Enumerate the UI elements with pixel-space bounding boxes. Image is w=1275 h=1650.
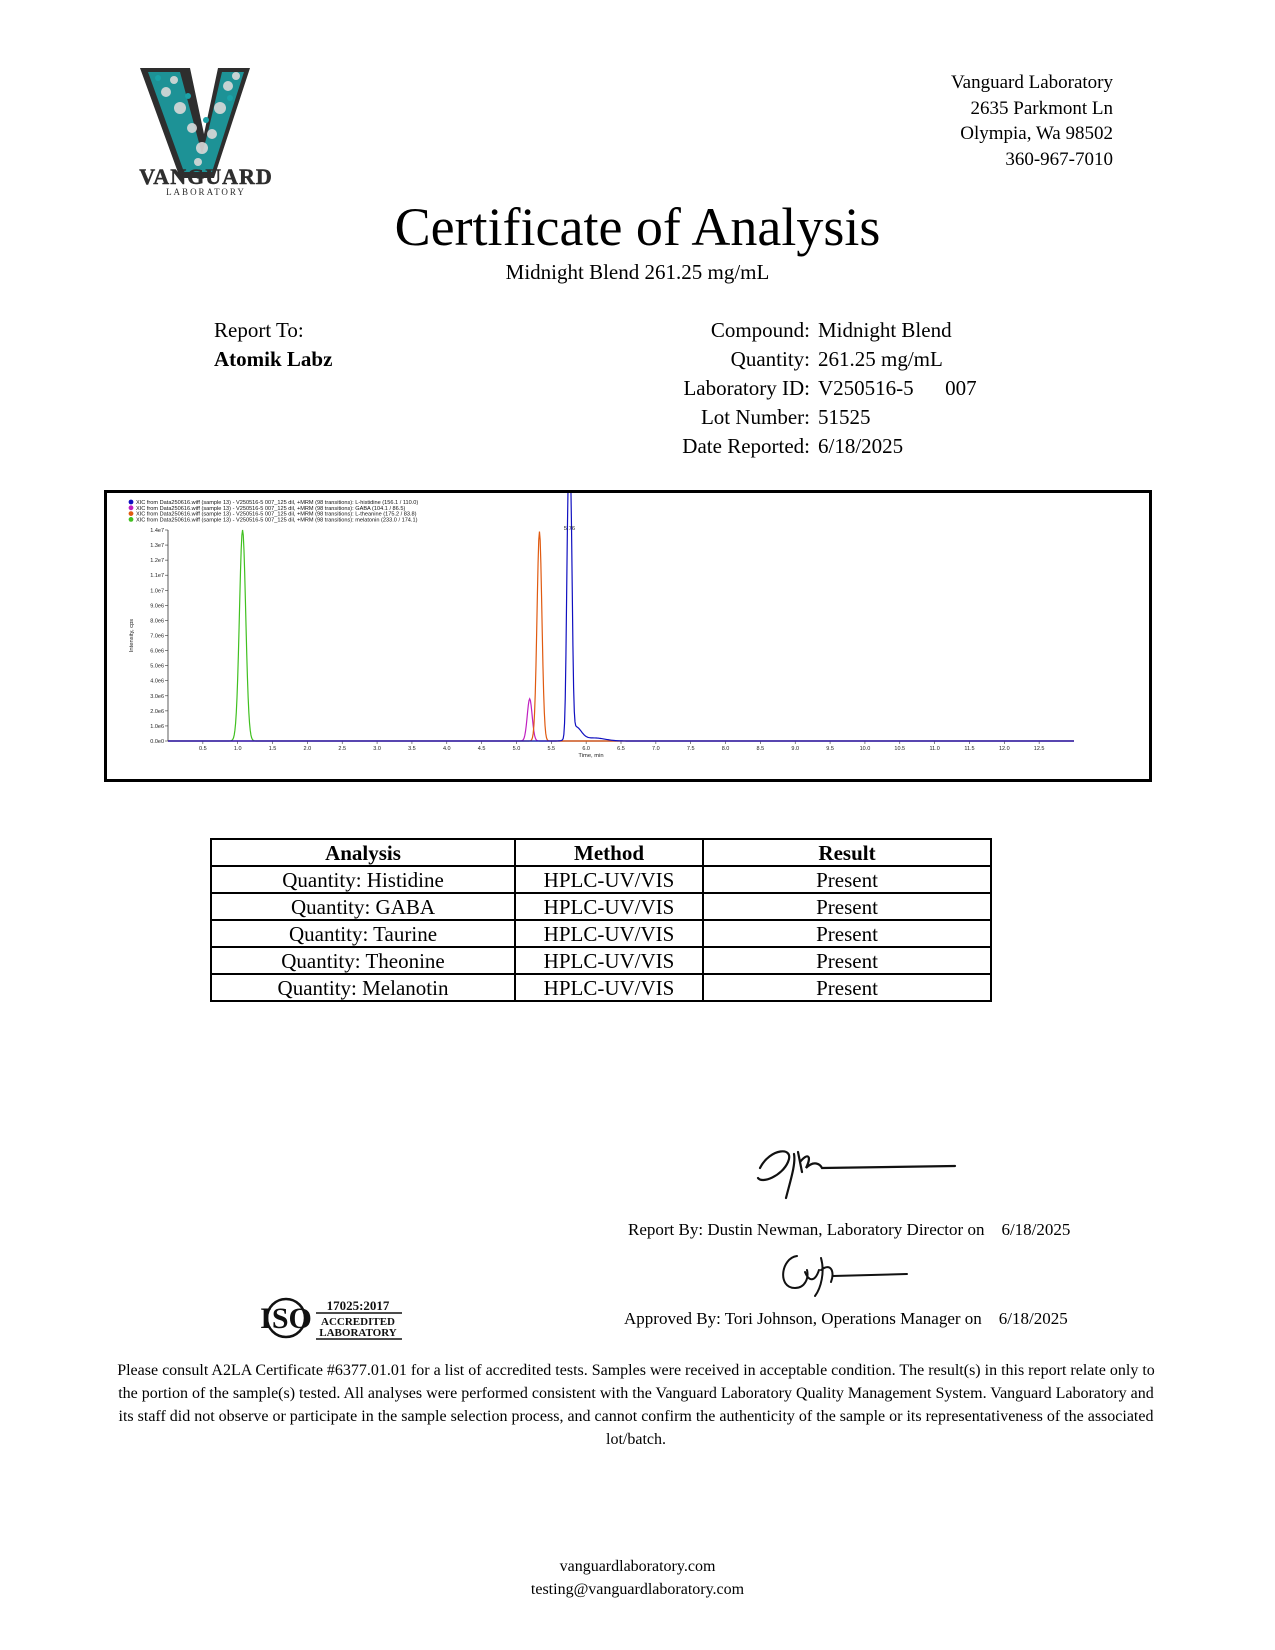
- cell-result: Present: [703, 893, 991, 920]
- chromatogram-svg: [107, 493, 1149, 779]
- x-tick-label: 6.5: [617, 746, 625, 752]
- info-row-date: [600, 432, 977, 461]
- cell-method: HPLC-UV/VIS: [515, 947, 703, 974]
- x-tick-label: 8.5: [756, 746, 765, 752]
- y-tick-label: 3.0e6: [150, 693, 164, 700]
- cell-analysis: Quantity: GABA: [211, 893, 515, 920]
- legend-entry: XIC from Data250616.wiff (sample 13) - V250516-5 007_125 dil, +MRM (98 transitions): L-histidine (156.1 / 110.0): [136, 500, 419, 506]
- info-value: 6/18/2025: [818, 434, 904, 458]
- info-key: Date Reported:: [682, 434, 810, 458]
- info-key: Lot Number:: [700, 405, 810, 429]
- y-tick-label: 8.0e6: [150, 618, 164, 625]
- y-tick-label: 4.0e6: [150, 678, 164, 685]
- info-key: Quantity:: [730, 347, 810, 371]
- legend-marker: [129, 500, 134, 505]
- report-to-label: Report To:: [214, 318, 304, 342]
- legend-entry: XIC from Data250616.wiff (sample 13) - V250516-5 007_125 dil, +MRM (98 transitions): melatonin (233.0 / 174.1): [136, 517, 418, 524]
- x-tick-label: 7.5: [686, 746, 695, 752]
- info-key: Laboratory ID:: [683, 376, 810, 400]
- x-tick-label: 4.5: [477, 746, 486, 752]
- series-line-3: [168, 493, 1074, 741]
- chromatogram-chart: [104, 490, 1152, 782]
- info-row-quantity: [600, 345, 977, 374]
- info-value: 261.25 mg/mL: [818, 347, 943, 371]
- header-result: Result: [703, 839, 991, 866]
- y-axis-label: Intensity, cps: [129, 618, 135, 653]
- info-value: V250516-5 007: [818, 376, 977, 400]
- x-tick-label: 12.0: [998, 746, 1010, 752]
- table-row: [211, 920, 991, 947]
- document-title: Certificate of Analysis: [394, 197, 881, 257]
- table-row: [211, 947, 991, 974]
- y-tick-label: 1.0e7: [150, 588, 164, 595]
- x-tick-label: 0.5: [199, 746, 207, 752]
- director-signature: [750, 1138, 960, 1204]
- lab-city: Olympia, Wa 98502: [960, 123, 1113, 144]
- table-header-row: [211, 839, 991, 866]
- info-row-compound: [600, 316, 977, 345]
- x-tick-label: 6.0: [582, 746, 590, 752]
- cell-method: HPLC-UV/VIS: [515, 920, 703, 947]
- report-to-client: Atomik Labz: [214, 347, 333, 371]
- cell-result: Present: [703, 866, 991, 893]
- y-tick-label: 1.4e7: [150, 528, 164, 534]
- x-tick-label: 12.5: [1033, 746, 1045, 752]
- x-tick-label: 2.0: [303, 746, 312, 752]
- peak-label: 5.76: [563, 526, 576, 533]
- lab-phone: 360-967-7010: [1005, 148, 1113, 170]
- x-tick-label: 9.0: [791, 746, 800, 752]
- header-analysis: Analysis: [211, 839, 515, 866]
- manager-signature: [775, 1248, 910, 1298]
- legend-entry: XIC from Data250616.wiff (sample 13) - V250516-5 007_125 dil, +MRM (98 transitions): GABA (104.1 / 86.5): [136, 505, 406, 512]
- lab-name: Vanguard Laboratory: [951, 72, 1113, 93]
- header-method: Method: [515, 839, 703, 866]
- info-row-lot: [600, 403, 977, 432]
- y-tick-label: 0.0e0: [150, 739, 164, 745]
- x-tick-label: 7.0: [652, 746, 660, 752]
- iso-accreditation-badge: [258, 1296, 404, 1340]
- x-tick-label: 4.0: [442, 746, 451, 752]
- series-line-0: [168, 530, 1074, 741]
- x-tick-label: 11.0: [929, 746, 940, 752]
- iso-standard-text: 17025:2017: [326, 1298, 390, 1313]
- table-row: [211, 866, 991, 893]
- footer: [0, 1555, 1275, 1601]
- cell-result: Present: [703, 920, 991, 947]
- disclaimer-text: Please consult A2LA Certificate #6377.01.01 for a list of accredited tests. Samples were received in acceptable condition. The result(s) in this report relate only to the portion of the sample(s) tested. All analyses were performed consistent with the Vanguard Laboratory Quality Management System. Vanguard Laboratory and its staff did not observe or participate in the sample selection process, and cannot confirm the authenticity of the sample or its representativeness of the associated lot/batch.: [117, 1362, 1155, 1448]
- y-tick-label: 7.0e6: [150, 633, 164, 640]
- table-row: [211, 893, 991, 920]
- x-tick-label: 10.0: [859, 746, 871, 752]
- logo-brand-text: VANGUARD: [139, 164, 273, 189]
- iso-mark-text: ISO: [260, 1302, 312, 1335]
- logo-sub-text: LABORATORY: [166, 187, 246, 197]
- legend-marker: [129, 505, 134, 510]
- cell-analysis: Quantity: Histidine: [211, 866, 515, 893]
- approved-by-line: Approved By: Tori Johnson, Operations Manager on 6/18/2025: [624, 1309, 1068, 1328]
- y-tick-label: 1.3e7: [150, 543, 164, 550]
- sample-info: [600, 316, 977, 461]
- y-tick-label: 1.1e7: [150, 573, 164, 580]
- x-tick-label: 1.0: [233, 746, 242, 752]
- cell-result: Present: [703, 974, 991, 1001]
- x-tick-label: 11.5: [964, 746, 975, 752]
- vanguard-logo: [118, 62, 288, 202]
- y-tick-label: 2.0e6: [150, 708, 164, 715]
- legend-entry: XIC from Data250616.wiff (sample 13) - V250516-5 007_125 dil, +MRM (98 transitions): L-theanine (175.2 / 83.8): [136, 511, 417, 518]
- cell-analysis: Quantity: Melanotin: [211, 974, 515, 1001]
- y-tick-label: 5.0e6: [150, 663, 164, 670]
- info-value: Midnight Blend: [818, 318, 952, 342]
- x-tick-label: 10.5: [894, 746, 906, 752]
- y-tick-label: 9.0e6: [150, 603, 164, 610]
- info-row-lab-id: [600, 374, 977, 403]
- info-key: Compound:: [710, 318, 810, 342]
- x-tick-label: 2.5: [338, 746, 347, 752]
- iso-line1-text: ACCREDITED: [321, 1316, 395, 1328]
- cell-method: HPLC-UV/VIS: [515, 866, 703, 893]
- y-tick-label: 1.2e7: [150, 558, 164, 565]
- iso-line2-text: LABORATORY: [319, 1327, 397, 1339]
- y-tick-label: 6.0e6: [150, 648, 164, 655]
- lab-address: [951, 70, 1113, 172]
- cell-method: HPLC-UV/VIS: [515, 974, 703, 1001]
- table-row: [211, 974, 991, 1001]
- legend-marker: [129, 517, 134, 522]
- x-tick-label: 5.5: [547, 746, 556, 752]
- series-line-1: [168, 699, 1074, 741]
- legend-marker: [129, 511, 134, 516]
- x-tick-label: 1.5: [268, 746, 277, 752]
- footer-email[interactable]: testing@vanguardlaboratory.com: [530, 1581, 745, 1598]
- series-line-2: [168, 532, 1074, 741]
- x-tick-label: 9.5: [826, 746, 834, 752]
- footer-website[interactable]: vanguardlaboratory.com: [559, 1558, 716, 1575]
- cell-result: Present: [703, 947, 991, 974]
- lab-street: 2635 Parkmont Ln: [970, 97, 1113, 119]
- cell-analysis: Quantity: Theonine: [211, 947, 515, 974]
- x-axis-label: Time, min: [578, 753, 604, 759]
- results-table: [210, 838, 992, 1002]
- cell-method: HPLC-UV/VIS: [515, 893, 703, 920]
- x-tick-label: 3.0: [373, 746, 381, 752]
- report-by-line: Report By: Dustin Newman, Laboratory Director on 6/18/2025: [628, 1220, 1071, 1239]
- x-tick-label: 8.0: [721, 746, 730, 752]
- document-subtitle: Midnight Blend 261.25 mg/mL: [505, 260, 770, 284]
- x-tick-label: 3.5: [408, 746, 416, 752]
- info-value: 51525: [818, 405, 871, 429]
- cell-analysis: Quantity: Taurine: [211, 920, 515, 947]
- y-tick-label: 1.0e6: [150, 723, 164, 730]
- x-tick-label: 5.0: [512, 746, 521, 752]
